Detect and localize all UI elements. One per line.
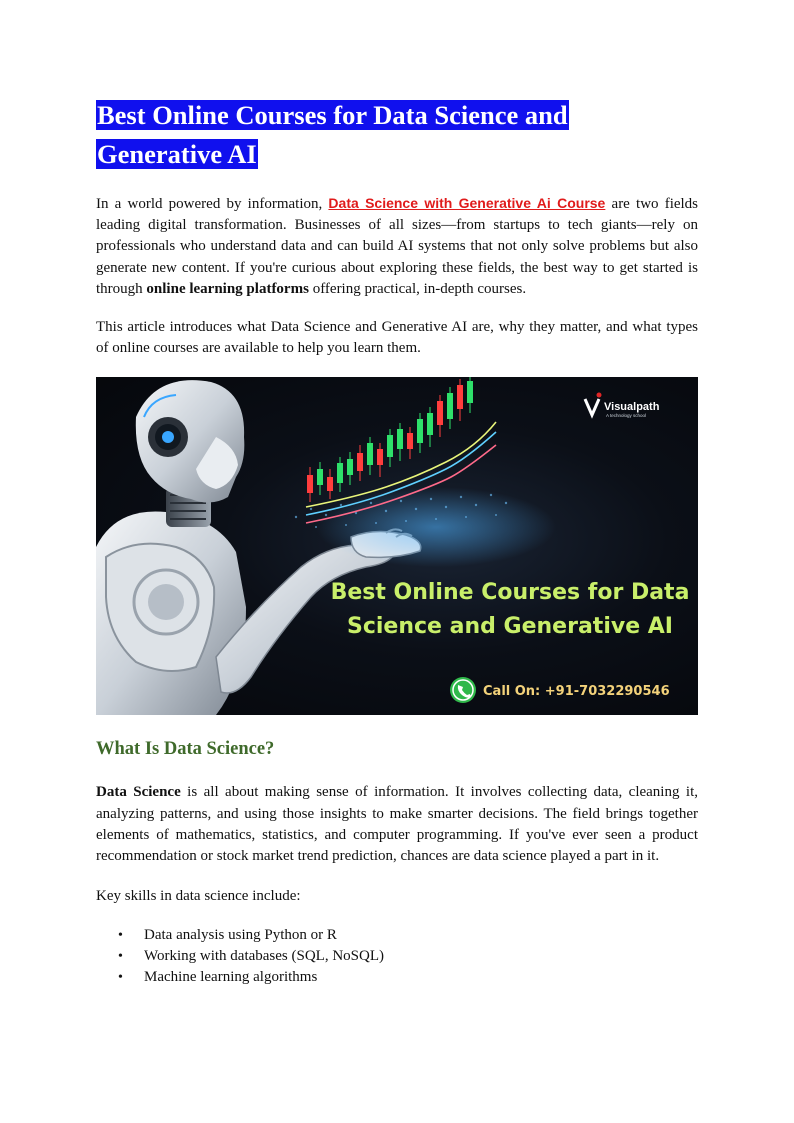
banner-headline-line2: Science and Generative AI <box>347 614 673 640</box>
banner-artwork <box>96 377 698 715</box>
visualpath-logo-icon <box>585 393 602 416</box>
banner-headline-line1: Best Online Courses for Data <box>330 580 690 606</box>
article-title <box>96 96 698 174</box>
article <box>96 96 698 988</box>
intro-text-start: In a world powered by information, <box>96 196 329 212</box>
list-item: • Data analysis using Python or R <box>96 925 698 946</box>
skills-intro: Key skills in data science include: <box>96 888 301 905</box>
candlestick-chart-decoration <box>307 377 473 502</box>
overview-paragraph: This article introduces what Data Science and Generative AI are, why they matter, and what types of online courses are available to help you learn them. <box>96 319 698 357</box>
intro-text-end: offering practical, in-depth courses. <box>308 280 527 297</box>
article-title-text: Best Online Courses for Data Science and Generative AI <box>97 100 568 169</box>
brand-tagline: A technology school <box>606 413 647 419</box>
intro-bold-phrase: online learning platforms <box>146 280 309 297</box>
list-item: • Working with databases (SQL, NoSQL) <box>96 946 698 967</box>
data-science-description: is all about making sense of information. It involves collecting data, cleaning it, analyzing patterns, and using those insights to make smarter decisions. The field brings together elements of mathematics, statistics, and computer programming. If you've ever seen a product recommendation or stock market trend prediction, chances are data science played a part in it. <box>96 784 698 865</box>
course-link[interactable]: Data Science with Generative Ai Course <box>328 195 606 211</box>
data-science-paragraph <box>96 782 698 867</box>
section-heading: What Is Data Science? <box>96 739 275 760</box>
list-item: • Machine learning algorithms <box>96 967 698 988</box>
phone-icon <box>450 677 476 703</box>
course-banner-image <box>96 377 698 715</box>
data-science-term: Data Science <box>96 784 181 801</box>
intro-paragraph <box>96 193 698 300</box>
brand-name: Visualpath <box>604 401 660 414</box>
banner-call-text: Call On: +91-7032290546 <box>483 684 670 700</box>
skills-list <box>96 925 698 988</box>
intro-text-middle: are two fields leading digital transformation. Businesses of all sizes—from startups to tech giants—rely on professionals who understand data and can build AI systems that not only solve problems but also generate new content. If you're curious about exploring these fields, the best way to get started is through <box>96 196 699 297</box>
